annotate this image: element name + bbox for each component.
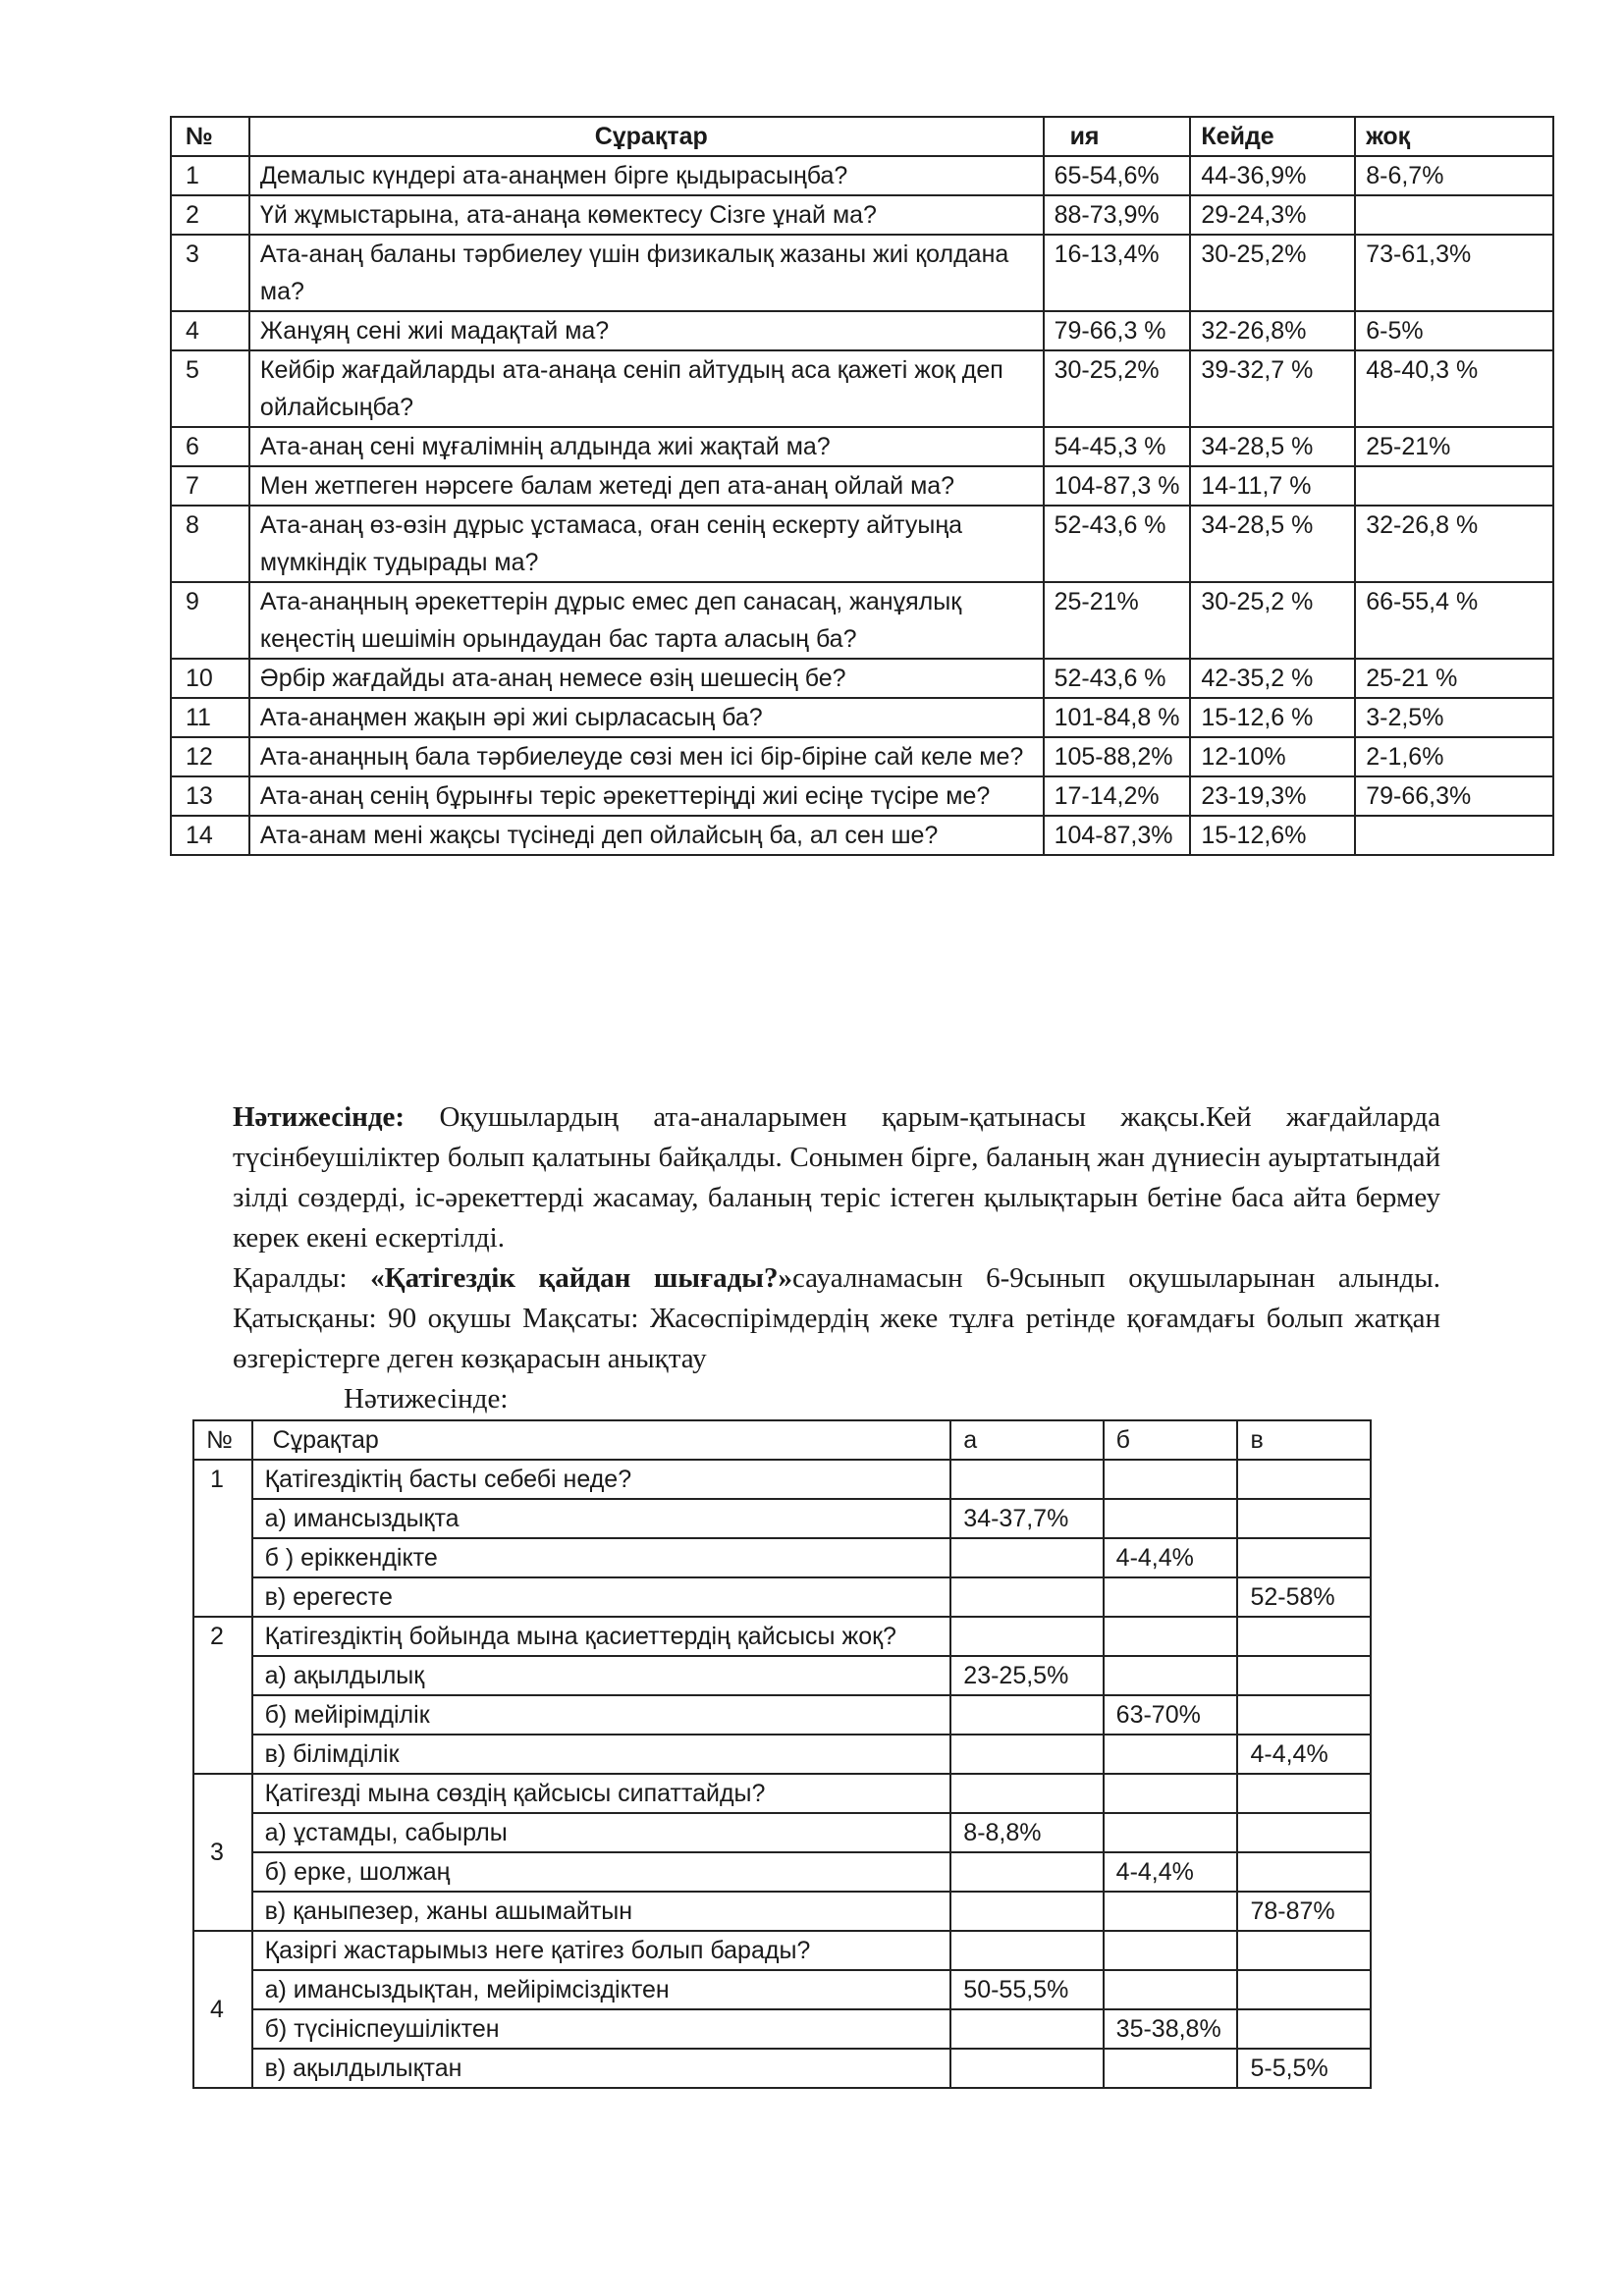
empty-cell: [1237, 1931, 1371, 1970]
option-row: [193, 1538, 1371, 1577]
sometimes-cell: 12-10%: [1190, 737, 1355, 776]
question-cell: Ата-анаңның әрекеттерін дұрыс емес деп санасаң, жанұялық кеңестің шешімін орындаудан бас тарта аласың ба?: [249, 582, 1044, 659]
row-number: 3: [171, 235, 249, 311]
option-c-value: [1237, 1695, 1371, 1735]
option-b-value: [1104, 1656, 1238, 1695]
conclusion-text: Оқушылардың ата-аналарымен қарым-қатынасы жақсы.Кей жағдайларда түсінбеушіліктер болып қалатыны байқалды. Сонымен бірге, баланың жан дүниесін ауыртатындай зілді сөздерді, іс-әрекеттерді жасамау, баланың теріс істеген қылықтарын бетіне баса айта бермеу керек екені ескертілді.: [233, 1101, 1440, 1254]
table-row: [171, 466, 1553, 506]
option-row: [193, 2009, 1371, 2049]
question-number: 4: [193, 1931, 252, 2088]
option-c-value: 4-4,4%: [1237, 1735, 1371, 1774]
question-text: Қатігезді мына сөздің қайсысы сипаттайды?: [252, 1774, 951, 1813]
no-cell: 32-26,8 %: [1355, 506, 1553, 582]
table-row: [171, 776, 1553, 816]
row-number: 6: [171, 427, 249, 466]
survey-intro-paragraph: [233, 1258, 1440, 1379]
option-label: б) түсініспеушіліктен: [252, 2009, 951, 2049]
row-number: 10: [171, 659, 249, 698]
option-label: в) ерегесте: [252, 1577, 951, 1617]
yes-cell: 105-88,2%: [1044, 737, 1191, 776]
option-a-value: 34-37,7%: [950, 1499, 1103, 1538]
table-row: [171, 737, 1553, 776]
question-row: [193, 1617, 1371, 1656]
header-option-c: в: [1237, 1420, 1371, 1460]
sometimes-cell: 30-25,2%: [1190, 235, 1355, 311]
option-a-value: [950, 1538, 1103, 1577]
sometimes-cell: 34-28,5 %: [1190, 427, 1355, 466]
question-text: Қатігездіктің бойында мына қасиеттердің қайсысы жоқ?: [252, 1617, 951, 1656]
option-b-value: [1104, 2049, 1238, 2088]
option-c-value: [1237, 2009, 1371, 2049]
option-label: а) ақылдылық: [252, 1656, 951, 1695]
sometimes-cell: 30-25,2 %: [1190, 582, 1355, 659]
header-question: Сұрақтар: [252, 1420, 951, 1460]
question-cell: Мен жетпеген нәрсеге балам жетеді деп ата-анаң ойлай ма?: [249, 466, 1044, 506]
table-row: [171, 311, 1553, 350]
option-label: б) ерке, шолжаң: [252, 1852, 951, 1892]
option-row: [193, 1892, 1371, 1931]
no-cell: 25-21%: [1355, 427, 1553, 466]
option-row: [193, 1970, 1371, 2009]
option-b-value: 35-38,8%: [1104, 2009, 1238, 2049]
survey-title: «Қатігездік қайдан шығады?»: [370, 1262, 792, 1294]
no-cell: 2-1,6%: [1355, 737, 1553, 776]
row-number: 14: [171, 816, 249, 855]
empty-cell: [950, 1774, 1103, 1813]
no-cell: 73-61,3%: [1355, 235, 1553, 311]
row-number: 2: [171, 195, 249, 235]
row-number: 4: [171, 311, 249, 350]
option-b-value: [1104, 1499, 1238, 1538]
row-number: 11: [171, 698, 249, 737]
no-cell: [1355, 195, 1553, 235]
option-b-value: 4-4,4%: [1104, 1538, 1238, 1577]
option-a-value: [950, 1577, 1103, 1617]
yes-cell: 17-14,2%: [1044, 776, 1191, 816]
sometimes-cell: 42-35,2 %: [1190, 659, 1355, 698]
header-no: жоқ: [1355, 117, 1553, 156]
empty-cell: [950, 1931, 1103, 1970]
yes-cell: 104-87,3%: [1044, 816, 1191, 855]
conclusion-label: Нәтижесінде:: [233, 1101, 406, 1133]
option-label: в) білімділік: [252, 1735, 951, 1774]
table-row: [171, 350, 1553, 427]
empty-cell: [1104, 1774, 1238, 1813]
table-row: [171, 698, 1553, 737]
yes-cell: 54-45,3 %: [1044, 427, 1191, 466]
table-row: [171, 235, 1553, 311]
option-row: [193, 1499, 1371, 1538]
option-row: [193, 1735, 1371, 1774]
row-number: 12: [171, 737, 249, 776]
cruelty-survey-table: [192, 1419, 1372, 2089]
sometimes-cell: 39-32,7 %: [1190, 350, 1355, 427]
header-question: Сұрақтар: [249, 117, 1044, 156]
option-b-value: [1104, 1813, 1238, 1852]
question-number: 3: [193, 1774, 252, 1931]
empty-cell: [1237, 1460, 1371, 1499]
option-c-value: 5-5,5%: [1237, 2049, 1371, 2088]
option-a-value: [950, 1852, 1103, 1892]
option-label: б) мейірімділік: [252, 1695, 951, 1735]
question-text: Қазіргі жастарымыз неге қатігез болып барады?: [252, 1931, 951, 1970]
question-cell: Кейбір жағдайларды ата-анаңа сеніп айтудың аса қажеті жоқ деп ойлайсыңба?: [249, 350, 1044, 427]
question-cell: Ата-анаң өз-өзін дұрыс ұстамаса, оған сенің ескерту айтуыңа мүмкіндік тудырады ма?: [249, 506, 1044, 582]
no-cell: 6-5%: [1355, 311, 1553, 350]
question-cell: Үй жұмыстарына, ата-анаңа көмектесу Сізге ұнай ма?: [249, 195, 1044, 235]
table-row: [171, 816, 1553, 855]
option-a-value: [950, 1695, 1103, 1735]
no-cell: [1355, 816, 1553, 855]
table-row: [171, 582, 1553, 659]
no-cell: 79-66,3%: [1355, 776, 1553, 816]
option-c-value: [1237, 1499, 1371, 1538]
option-a-value: [950, 2009, 1103, 2049]
empty-cell: [1104, 1617, 1238, 1656]
yes-cell: 52-43,6 %: [1044, 506, 1191, 582]
option-label: а) имансыздықта: [252, 1499, 951, 1538]
sometimes-cell: 32-26,8%: [1190, 311, 1355, 350]
yes-cell: 101-84,8 %: [1044, 698, 1191, 737]
header-option-b: б: [1104, 1420, 1238, 1460]
question-cell: Демалыс күндері ата-анаңмен бірге қыдырасыңба?: [249, 156, 1044, 195]
question-row: [193, 1460, 1371, 1499]
yes-cell: 88-73,9%: [1044, 195, 1191, 235]
option-label: в) қаныпезер, жаны ашымайтын: [252, 1892, 951, 1931]
option-c-value: [1237, 1656, 1371, 1695]
table-row: [171, 427, 1553, 466]
option-a-value: 50-55,5%: [950, 1970, 1103, 2009]
option-c-value: [1237, 1970, 1371, 2009]
question-row: [193, 1931, 1371, 1970]
sometimes-cell: 44-36,9%: [1190, 156, 1355, 195]
option-label: в) ақылдылықтан: [252, 2049, 951, 2088]
yes-cell: 104-87,3 %: [1044, 466, 1191, 506]
yes-cell: 25-21%: [1044, 582, 1191, 659]
empty-cell: [950, 1617, 1103, 1656]
yes-cell: 79-66,3 %: [1044, 311, 1191, 350]
no-cell: [1355, 466, 1553, 506]
option-a-value: 8-8,8%: [950, 1813, 1103, 1852]
option-b-value: [1104, 1577, 1238, 1617]
header-sometimes: Кейде: [1190, 117, 1355, 156]
option-row: [193, 1813, 1371, 1852]
yes-cell: 16-13,4%: [1044, 235, 1191, 311]
no-cell: 8-6,7%: [1355, 156, 1553, 195]
option-row: [193, 1695, 1371, 1735]
results-label: Нәтижесінде:: [344, 1383, 509, 1415]
survey-intro-prefix: Қаралды:: [233, 1262, 371, 1294]
question-number: 2: [193, 1617, 252, 1774]
question-number: 1: [193, 1460, 252, 1617]
empty-cell: [1237, 1617, 1371, 1656]
sometimes-cell: 15-12,6 %: [1190, 698, 1355, 737]
option-c-value: [1237, 1538, 1371, 1577]
table-row: [171, 156, 1553, 195]
row-number: 7: [171, 466, 249, 506]
option-label: а) имансыздықтан, мейірімсіздіктен: [252, 1970, 951, 2009]
question-cell: Әрбір жағдайды ата-анаң немесе өзің шешесің бе?: [249, 659, 1044, 698]
option-b-value: [1104, 1970, 1238, 2009]
conclusion-paragraph: [233, 1097, 1440, 1258]
parent-relations-survey-table: [170, 116, 1554, 856]
option-a-value: [950, 2049, 1103, 2088]
sometimes-cell: 29-24,3%: [1190, 195, 1355, 235]
question-cell: Ата-анаң баланы тәрбиелеу үшін физикалық жазаны жиі қолдана ма?: [249, 235, 1044, 311]
header-number: №: [171, 117, 249, 156]
question-row: [193, 1774, 1371, 1813]
table-header-row: [171, 117, 1553, 156]
option-b-value: [1104, 1735, 1238, 1774]
yes-cell: 52-43,6 %: [1044, 659, 1191, 698]
row-number: 13: [171, 776, 249, 816]
survey-intro-suffix: сауалнамасын 6-9сынып оқушыларынан алынды. Қатысқаны: 90 оқушы Мақсаты: Жасөспірімдердің жеке тұлға ретінде қоғамдағы болып жатқан өзгерістерге деген көзқарасын анықтау: [233, 1262, 1440, 1374]
table-header-row: [193, 1420, 1371, 1460]
row-number: 1: [171, 156, 249, 195]
header-option-a: а: [950, 1420, 1103, 1460]
option-label: б ) еріккендікте: [252, 1538, 951, 1577]
option-label: а) ұстамды, сабырлы: [252, 1813, 951, 1852]
question-text: Қатігездіктің басты себебі неде?: [252, 1460, 951, 1499]
row-number: 5: [171, 350, 249, 427]
empty-cell: [1104, 1460, 1238, 1499]
sometimes-cell: 15-12,6%: [1190, 816, 1355, 855]
option-row: [193, 1656, 1371, 1695]
option-a-value: 23-25,5%: [950, 1656, 1103, 1695]
table-row: [171, 506, 1553, 582]
option-row: [193, 1852, 1371, 1892]
empty-cell: [950, 1460, 1103, 1499]
option-a-value: [950, 1735, 1103, 1774]
table-row: [171, 659, 1553, 698]
option-row: [193, 2049, 1371, 2088]
question-cell: Ата-анам мені жақсы түсінеді деп ойлайсың ба, ал сен ше?: [249, 816, 1044, 855]
empty-cell: [1237, 1774, 1371, 1813]
sometimes-cell: 34-28,5 %: [1190, 506, 1355, 582]
option-c-value: [1237, 1852, 1371, 1892]
question-cell: Жанұяң сені жиі мадақтай ма?: [249, 311, 1044, 350]
question-cell: Ата-анаңның бала тәрбиелеуде сөзі мен ісі бір-біріне сай келе ме?: [249, 737, 1044, 776]
header-yes: ия: [1044, 117, 1191, 156]
yes-cell: 30-25,2%: [1044, 350, 1191, 427]
header-number: №: [193, 1420, 252, 1460]
option-c-value: 78-87%: [1237, 1892, 1371, 1931]
question-cell: Ата-анаңмен жақын әрі жиі сырласасың ба?: [249, 698, 1044, 737]
yes-cell: 65-54,6%: [1044, 156, 1191, 195]
row-number: 8: [171, 506, 249, 582]
no-cell: 66-55,4 %: [1355, 582, 1553, 659]
question-cell: Ата-анаң сені мұғалімнің алдында жиі жақтай ма?: [249, 427, 1044, 466]
sometimes-cell: 14-11,7 %: [1190, 466, 1355, 506]
sometimes-cell: 23-19,3%: [1190, 776, 1355, 816]
option-b-value: 4-4,4%: [1104, 1852, 1238, 1892]
empty-cell: [1104, 1931, 1238, 1970]
no-cell: 25-21 %: [1355, 659, 1553, 698]
option-b-value: 63-70%: [1104, 1695, 1238, 1735]
row-number: 9: [171, 582, 249, 659]
option-row: [193, 1577, 1371, 1617]
question-cell: Ата-анаң сенің бұрынғы теріс әрекеттеріңді жиі есіңе түсіре ме?: [249, 776, 1044, 816]
option-c-value: [1237, 1813, 1371, 1852]
option-a-value: [950, 1892, 1103, 1931]
option-c-value: 52-58%: [1237, 1577, 1371, 1617]
no-cell: 48-40,3 %: [1355, 350, 1553, 427]
option-b-value: [1104, 1892, 1238, 1931]
table-row: [171, 195, 1553, 235]
no-cell: 3-2,5%: [1355, 698, 1553, 737]
